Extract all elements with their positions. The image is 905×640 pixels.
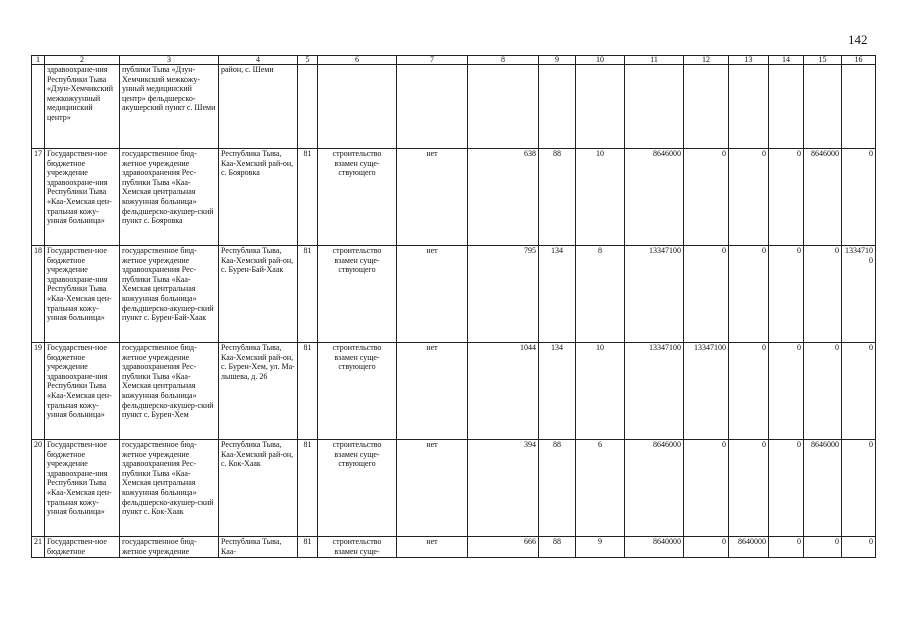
table-cell-c10: 8 [576,246,625,343]
table-cell-c12 [684,65,729,149]
table-cell-c2: Государствен-ное бюджетное [45,537,120,558]
table-cell-c10: 10 [576,149,625,246]
table-cell-c10: 10 [576,343,625,440]
table-cell-c15: 0 [804,537,842,558]
table-cell-c12: 0 [684,149,729,246]
table-cell-c7: нет [397,246,468,343]
header-cell: 5 [298,56,318,65]
table-cell-c16: 0 [842,537,876,558]
table-cell-c8 [468,65,539,149]
table-cell-c11: 13347100 [625,343,684,440]
table-cell-c7: нет [397,149,468,246]
table-cell-c1: 21 [32,537,45,558]
table-cell-c12: 0 [684,440,729,537]
header-cell: 16 [842,56,876,65]
table-cell-c4: Республика Тыва, Каа-Хемский рай-он, с. Кок-Хаак [219,440,298,537]
table-row [32,65,876,149]
table-cell-c11 [625,65,684,149]
table-cell-c14: 0 [769,537,804,558]
table-cell-c7: нет [397,537,468,558]
table-row [32,149,876,246]
table-cell-c6: строительство взамен суще- [318,537,397,558]
table-cell-c1: 17 [32,149,45,246]
table-cell-c5: 81 [298,343,318,440]
table-cell-c11: 8646000 [625,149,684,246]
table-cell-c10: 6 [576,440,625,537]
table-cell-c16: 0 [842,149,876,246]
table-row [32,246,876,343]
table-cell-c11: 8640000 [625,537,684,558]
header-cell: 9 [539,56,576,65]
table-cell-c15: 8646000 [804,149,842,246]
table-cell-c9: 134 [539,343,576,440]
table-cell-c9: 88 [539,537,576,558]
table-cell-c2: Государствен-ное бюджетное учреждение здравоохране-ния Республики Тыва «Каа-Хемская цен-тральная кожу-унная больница» [45,440,120,537]
table-cell-c15: 8646000 [804,440,842,537]
table-cell-c8: 1044 [468,343,539,440]
table-cell-c5: 81 [298,440,318,537]
table-cell-c1: 20 [32,440,45,537]
table-cell-c4: Республика Тыва, Каа-Хемский рай-он, с. Бурен-Хем, ул. Ма-лышева, д. 26 [219,343,298,440]
table-cell-c5 [298,65,318,149]
table-cell-c12: 0 [684,246,729,343]
table-cell-c8: 666 [468,537,539,558]
table-cell-c2: Государствен-ное бюджетное учреждение здравоохране-ния Республики Тыва «Каа-Хемская цен-тральная кожу-унная больница» [45,343,120,440]
table-cell-c10: 9 [576,537,625,558]
table-cell-c13: 8640000 [729,537,769,558]
table-cell-c7 [397,65,468,149]
table-cell-c14: 0 [769,149,804,246]
table-cell-c6: строительство взамен суще-ствующего [318,149,397,246]
table-cell-c13: 0 [729,246,769,343]
table-cell-c9 [539,65,576,149]
page-number: 142 [848,32,868,47]
header-cell: 10 [576,56,625,65]
header-cell: 11 [625,56,684,65]
table-cell-c13: 0 [729,440,769,537]
table-cell-c13: 0 [729,343,769,440]
table-cell-c5: 81 [298,537,318,558]
table-cell-c9: 134 [539,246,576,343]
header-cell: 12 [684,56,729,65]
table-cell-c14: 0 [769,246,804,343]
table-cell-c16 [842,65,876,149]
table-row [32,440,876,537]
table-cell-c1 [32,65,45,149]
table-cell-c9: 88 [539,440,576,537]
table-cell-c3: публики Тыва «Дзун-Хемчикский межкожу-унный медицинский центр» фельдшерско-акушерский пункт с. Шеми [120,65,219,149]
table-cell-c2: здравоохране-ния Республики Тыва «Дзун-Хемчикский межкожуунный медицинский центр» [45,65,120,149]
header-cell: 13 [729,56,769,65]
table-cell-c3: государственное бюд-жетное учреждение здравоохранения Рес-публики Тыва «Каа-Хемская центральная кожуунная больница» фельдшерско-акушер-ский пункт с. Бояровка [120,149,219,246]
table-cell-c8: 638 [468,149,539,246]
table-cell-c10 [576,65,625,149]
table-cell-c5: 81 [298,149,318,246]
table-cell-c7: нет [397,343,468,440]
table-cell-c5: 81 [298,246,318,343]
table-cell-c6 [318,65,397,149]
table-cell-c3: государственное бюд-жетное учреждение здравоохранения Рес-публики Тыва «Каа-Хемская центральная кожуунная больница» фельдшерско-акушер-ский пункт с. Кок-Хаак [120,440,219,537]
table-cell-c7: нет [397,440,468,537]
table-cell-c13: 0 [729,149,769,246]
header-cell: 4 [219,56,298,65]
table-cell-c14: 0 [769,440,804,537]
table-cell-c12: 0 [684,537,729,558]
header-cell: 2 [45,56,120,65]
header-cell: 1 [32,56,45,65]
table-cell-c2: Государствен-ное бюджетное учреждение здравоохране-ния Республики Тыва «Каа-Хемская цен-тральная кожу-унная больница» [45,246,120,343]
table-cell-c13 [729,65,769,149]
table-cell-c3: государственное бюд-жетное учреждение здравоохранения Рес-публики Тыва «Каа-Хемская центральная кожуунная больница» фельдшерско-акушер-ский пункт с. Бурен-Бай-Хаак [120,246,219,343]
table-cell-c6: строительство взамен суще-ствующего [318,246,397,343]
header-cell: 3 [120,56,219,65]
table-cell-c4: Республика Тыва, Каа-Хемский рай-он, с. Бурен-Бай-Хаак [219,246,298,343]
table-cell-c15: 0 [804,343,842,440]
table-cell-c1: 18 [32,246,45,343]
table-cell-c8: 795 [468,246,539,343]
table-cell-c9: 88 [539,149,576,246]
table-cell-c12: 13347100 [684,343,729,440]
table-cell-c8: 394 [468,440,539,537]
table-cell-c4: Республика Тыва, Каа- [219,537,298,558]
table-cell-c6: строительство взамен суще-ствующего [318,343,397,440]
table-cell-c2: Государствен-ное бюджетное учреждение здравоохране-ния Республики Тыва «Каа-Хемская цен-тральная кожу-унная больница» [45,149,120,246]
header-cell: 7 [397,56,468,65]
header-cell: 14 [769,56,804,65]
table-cell-c11: 8646000 [625,440,684,537]
table-cell-c3: государственное бюд-жетное учреждение здравоохранения Рес-публики Тыва «Каа-Хемская центральная кожуунная больница» фельдшерско-акушер-ский пункт с. Бурен-Хем [120,343,219,440]
table-cell-c1: 19 [32,343,45,440]
table-cell-c14: 0 [769,343,804,440]
table-cell-c15: 0 [804,246,842,343]
data-table [31,55,876,558]
table-cell-c14 [769,65,804,149]
table-cell-c4: район, с. Шеми [219,65,298,149]
header-row [32,56,876,65]
table-cell-c15 [804,65,842,149]
table-row [32,343,876,440]
table-cell-c3: государственное бюд-жетное учреждение [120,537,219,558]
table-cell-c11: 13347100 [625,246,684,343]
table-cell-c6: строительство взамен суще-ствующего [318,440,397,537]
table-cell-c4: Республика Тыва, Каа-Хемский рай-он, с. Бояровка [219,149,298,246]
table-row [32,537,876,558]
table-cell-c16: 13347100 [842,246,876,343]
table-cell-c16: 0 [842,343,876,440]
table-cell-c16: 0 [842,440,876,537]
header-cell: 15 [804,56,842,65]
header-cell: 8 [468,56,539,65]
header-cell: 6 [318,56,397,65]
